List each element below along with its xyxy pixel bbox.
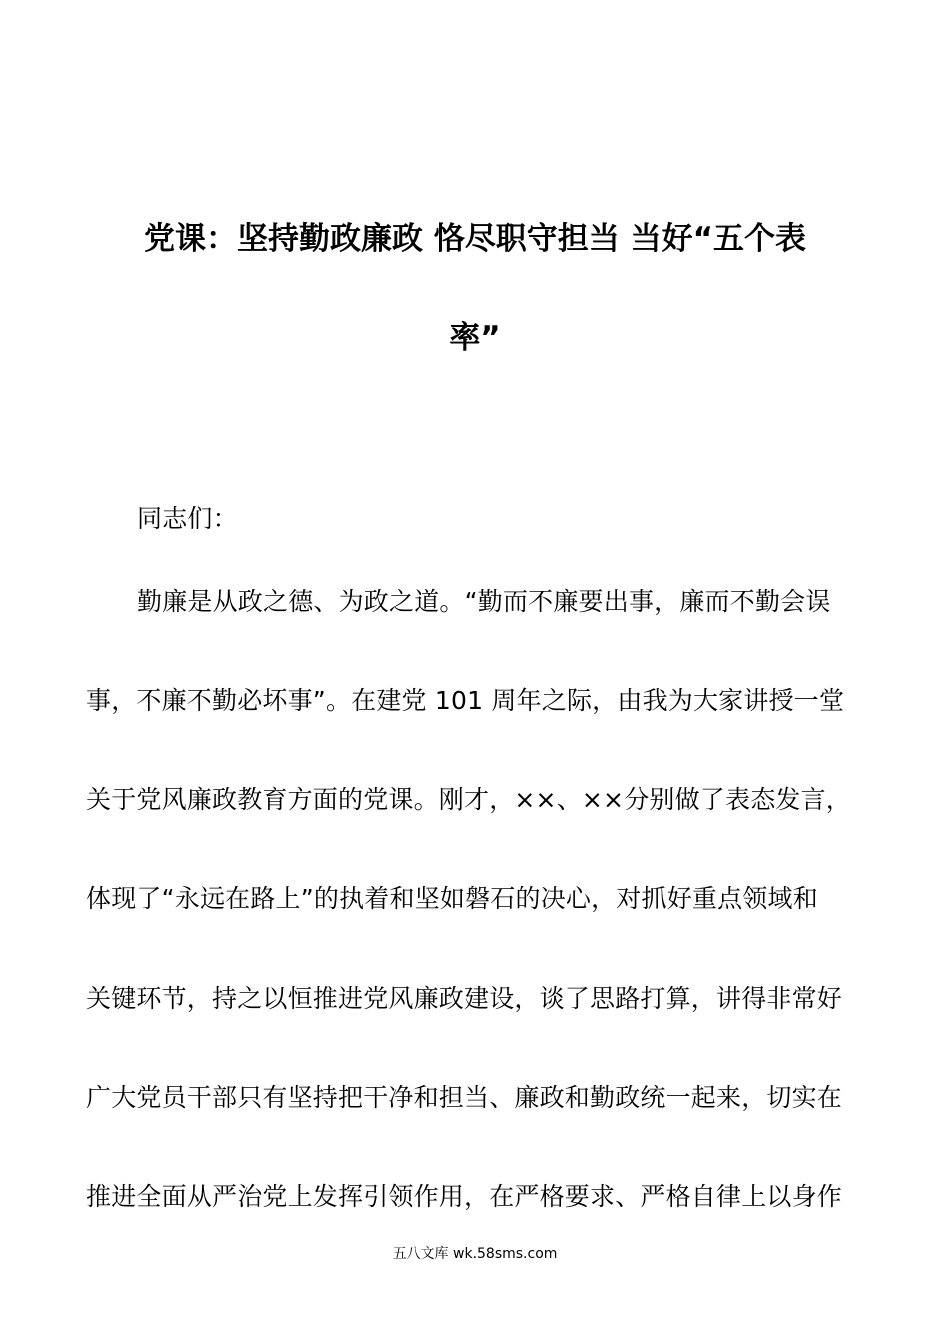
paragraph-line-4: 体现了“永远在路上”的执着和坚如磐石的决心，对抓好重点领域和 bbox=[86, 884, 818, 913]
salutation: 同志们： bbox=[137, 504, 238, 533]
paragraph-line-2: 事，不廉不勤必坏事”。在建党 101 周年之际，由我为大家讲授一堂 bbox=[86, 686, 845, 715]
paragraph-line-1: 勤廉是从政之德、为政之道。“勤而不廉要出事，廉而不勤会误 bbox=[137, 587, 831, 616]
paragraph-line-6: 广大党员干部只有坚持把干净和担当、廉政和勤政统一起来，切实在 bbox=[86, 1083, 843, 1112]
paragraph-line-7: 推进全面从严治党上发挥引领作用，在严格要求、严格自律上以身作 bbox=[86, 1182, 843, 1211]
document-title-line-1: 党课：坚持勤政廉政 恪尽职守担当 当好“五个表 bbox=[144, 221, 806, 257]
footer-watermark: 五八文库 wk.58sms.com bbox=[392, 1246, 558, 1262]
paragraph-line-3: 关于党风廉政教育方面的党课。刚才，××、××分别做了表态发言， bbox=[86, 785, 851, 814]
paragraph-line-5: 关键环节，持之以恒推进党风廉政建设，谈了思路打算，讲得非常好 bbox=[86, 984, 843, 1013]
document-title-line-2: 率” bbox=[449, 320, 501, 356]
